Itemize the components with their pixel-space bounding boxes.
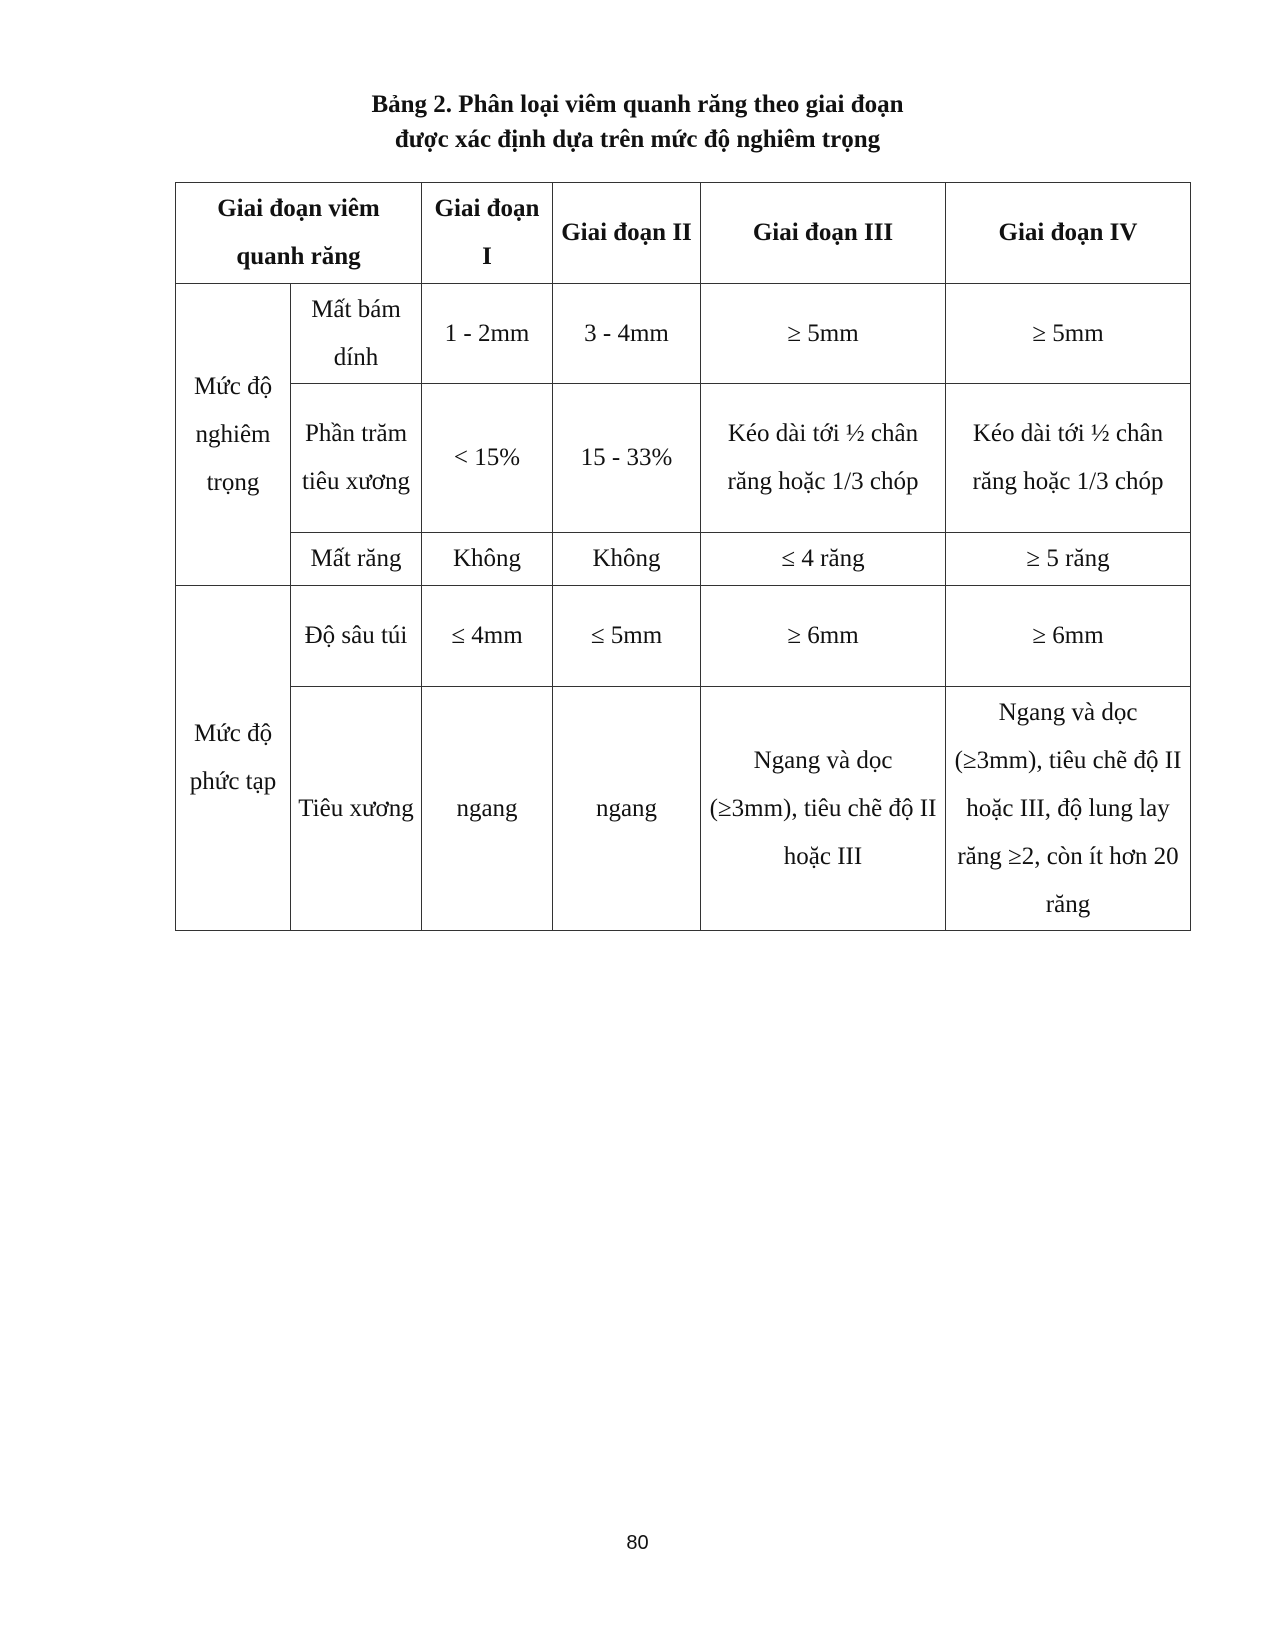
table-row — [176, 284, 1191, 384]
cell: ≤ 4mm — [422, 586, 553, 687]
table-row — [176, 533, 1191, 586]
page-number: 80 — [626, 1532, 649, 1554]
cell: ≤ 5mm — [553, 586, 701, 687]
cell: Kéo dài tới ½ chân răng hoặc 1/3 chóp — [946, 384, 1191, 533]
group-severity-label: Mức độ nghiêm trọng — [176, 284, 291, 586]
row-label-tooth-loss: Mất răng — [291, 533, 422, 586]
cell: ngang — [422, 687, 553, 931]
cell: ≥ 5mm — [701, 284, 946, 384]
cell: ≤ 4 răng — [701, 533, 946, 586]
header-stage-4: Giai đoạn IV — [946, 183, 1191, 284]
cell: < 15% — [422, 384, 553, 533]
table-caption-line-2: được xác định dựa trên mức độ nghiêm trọng — [394, 126, 881, 153]
header-stage-2: Giai đoạn II — [553, 183, 701, 284]
row-label-pocket-depth: Độ sâu túi — [291, 586, 422, 687]
periodontitis-stage-table — [175, 182, 1191, 931]
cell: 15 - 33% — [553, 384, 701, 533]
cell: ≥ 6mm — [701, 586, 946, 687]
row-label-bone-loss-percent: Phần trăm tiêu xương — [291, 384, 422, 533]
cell: ≥ 6mm — [946, 586, 1191, 687]
cell: Ngang và dọc (≥3mm), tiêu chẽ độ II hoặc III — [701, 687, 946, 931]
cell: Không — [553, 533, 701, 586]
cell: ngang — [553, 687, 701, 931]
table-caption-line-1: Bảng 2. Phân loại viêm quanh răng theo giai đoạn — [371, 91, 904, 118]
header-row — [176, 183, 1191, 284]
table-row — [176, 586, 1191, 687]
cell: Kéo dài tới ½ chân răng hoặc 1/3 chóp — [701, 384, 946, 533]
cell: Ngang và dọc (≥3mm), tiêu chẽ độ II hoặc III, độ lung lay răng ≥2, còn ít hơn 20 răng — [946, 687, 1191, 931]
row-label-attachment-loss: Mất bám dính — [291, 284, 422, 384]
table-row — [176, 687, 1191, 931]
cell: Không — [422, 533, 553, 586]
group-complexity-label: Mức độ phức tạp — [176, 586, 291, 931]
cell: 1 - 2mm — [422, 284, 553, 384]
header-corner: Giai đoạn viêm quanh răng — [176, 183, 422, 284]
row-label-bone-resorption: Tiêu xương — [291, 687, 422, 931]
cell: 3 - 4mm — [553, 284, 701, 384]
table-row — [176, 384, 1191, 533]
header-stage-1: Giai đoạn I — [422, 183, 553, 284]
header-stage-3: Giai đoạn III — [701, 183, 946, 284]
cell: ≥ 5mm — [946, 284, 1191, 384]
cell: ≥ 5 răng — [946, 533, 1191, 586]
